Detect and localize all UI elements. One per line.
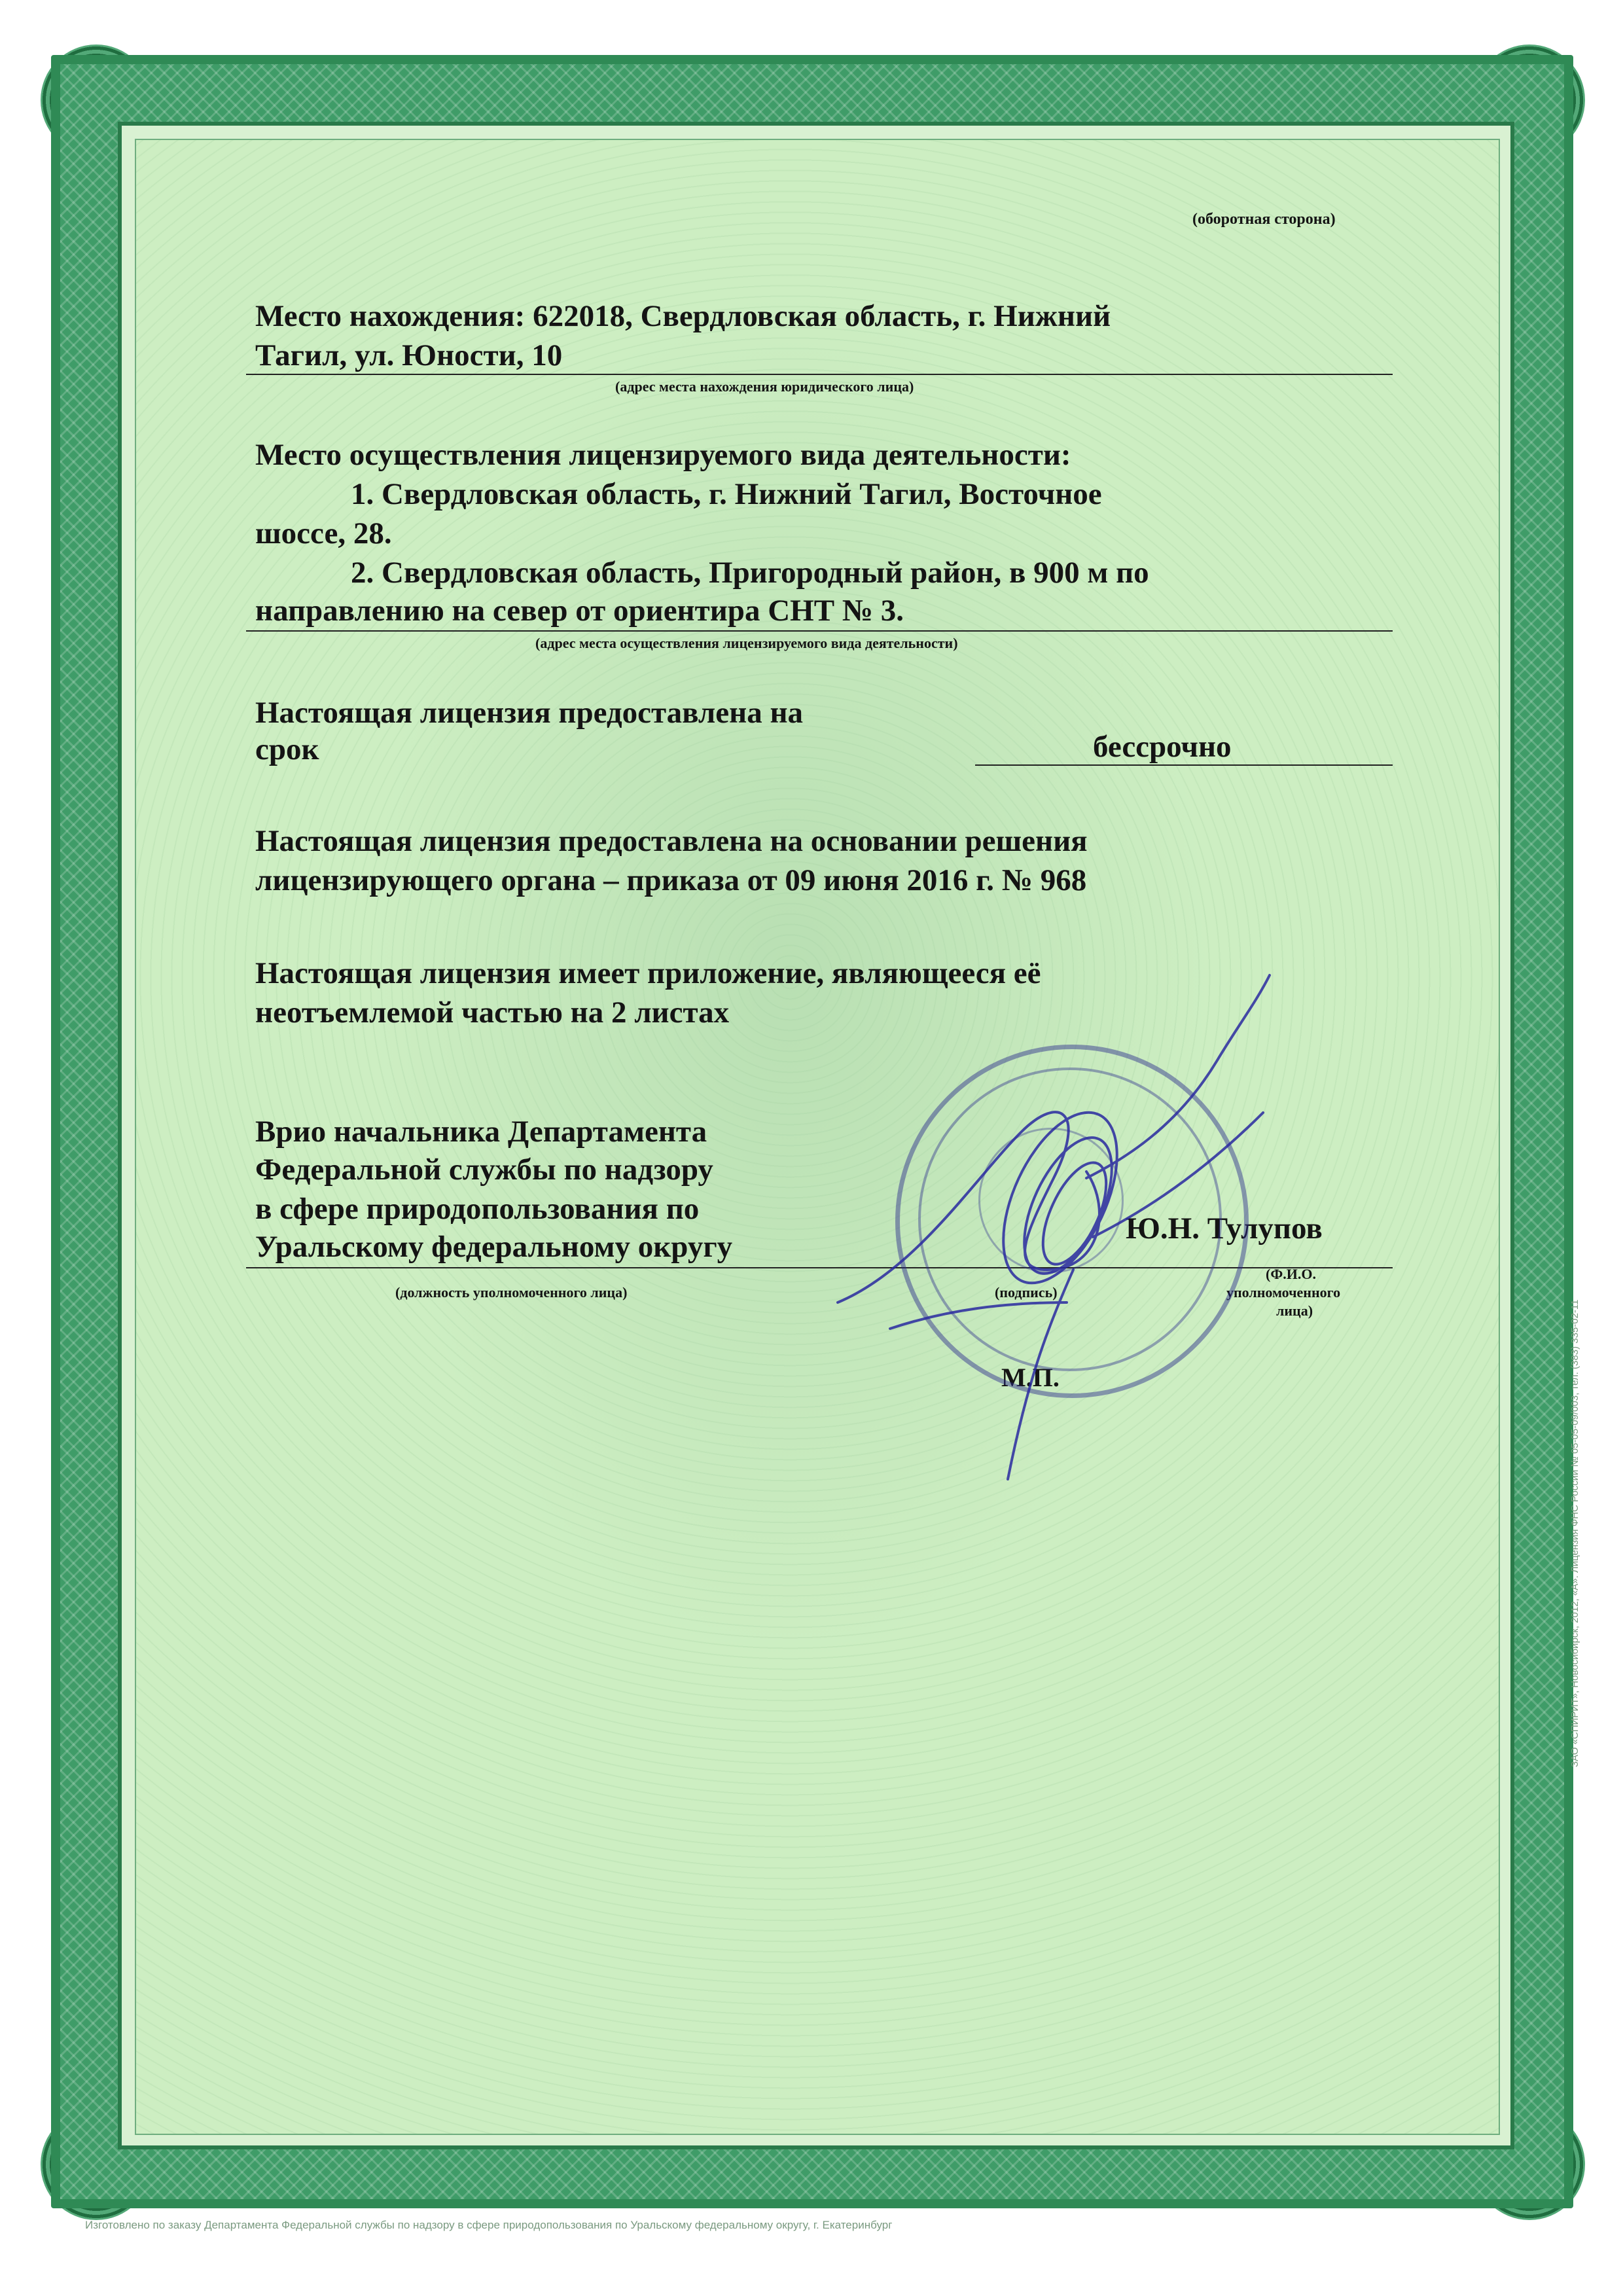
handwritten-signature: [812, 962, 1348, 1499]
activity-heading: Место осуществления лицензируемого вида деятельности:: [255, 438, 1071, 472]
address-line-2: Тагил, ул. Юности, 10: [255, 338, 563, 372]
activity-item-1-cont: шоссе, 28.: [255, 516, 392, 550]
printer-note: Изготовлено по заказу Департамента Федеральной службы по надзору в сфере природопользования по Уральскому федеральному округу, г. Екатеринбург: [85, 2219, 893, 2231]
address-line-1: Место нахождения: 622018, Свердловская область, г. Нижний: [255, 299, 1111, 333]
term-value: бессрочно: [1093, 730, 1232, 764]
activity-caption: (адрес места осуществления лицензируемого вида деятельности): [535, 635, 958, 651]
address-rule: [246, 374, 1393, 375]
caption-signature: (подпись): [995, 1284, 1058, 1300]
signatory-line-1: Врио начальника Департамента: [255, 1115, 707, 1149]
signatory-line-3: в сфере природопользования по: [255, 1192, 700, 1226]
caption-name-3: лица): [1276, 1302, 1313, 1319]
activity-item-2: 2. Свердловская область, Пригородный район, в 900 м по: [351, 556, 1149, 590]
signatory-name: Ю.Н. Тулупов: [1126, 1211, 1323, 1246]
side-label: (оборотная сторона): [1192, 211, 1336, 228]
basis-line-2: лицензирующего органа – приказа от 09 июня 2016 г. № 968: [255, 863, 1087, 897]
signatory-line-2: Федеральной службы по надзору: [255, 1153, 713, 1187]
appendix-line-2: неотъемлемой частью на 2 листах: [255, 996, 730, 1030]
caption-name-2: уполномоченного: [1226, 1284, 1341, 1300]
caption-name-1: (Ф.И.О.: [1266, 1266, 1316, 1282]
term-line-2: срок: [255, 732, 319, 766]
printer-imprint: ЗАО «СПИРИТ», Новосибирск, 2012, «А». Лицензия ФНС России № 05-05-09/003, тел. (383) 335-02-11: [1569, 1299, 1580, 1767]
appendix-line-1: Настоящая лицензия имеет приложение, являющееся её: [255, 956, 1041, 990]
term-line-1: Настоящая лицензия предоставлена на: [255, 696, 804, 730]
activity-item-2-cont: направлению на север от ориентира СНТ № 3.: [255, 594, 904, 628]
stamp-place: М.П.: [1001, 1363, 1060, 1392]
caption-position: (должность уполномоченного лица): [395, 1284, 628, 1300]
signatory-line-4: Уральскому федеральному округу: [255, 1230, 733, 1264]
term-rule: [975, 764, 1393, 766]
address-caption: (адрес места нахождения юридического лица): [615, 378, 914, 395]
activity-rule: [246, 630, 1393, 632]
basis-line-1: Настоящая лицензия предоставлена на основании решения: [255, 824, 1088, 858]
activity-item-1: 1. Свердловская область, г. Нижний Тагил, Восточное: [351, 477, 1102, 511]
